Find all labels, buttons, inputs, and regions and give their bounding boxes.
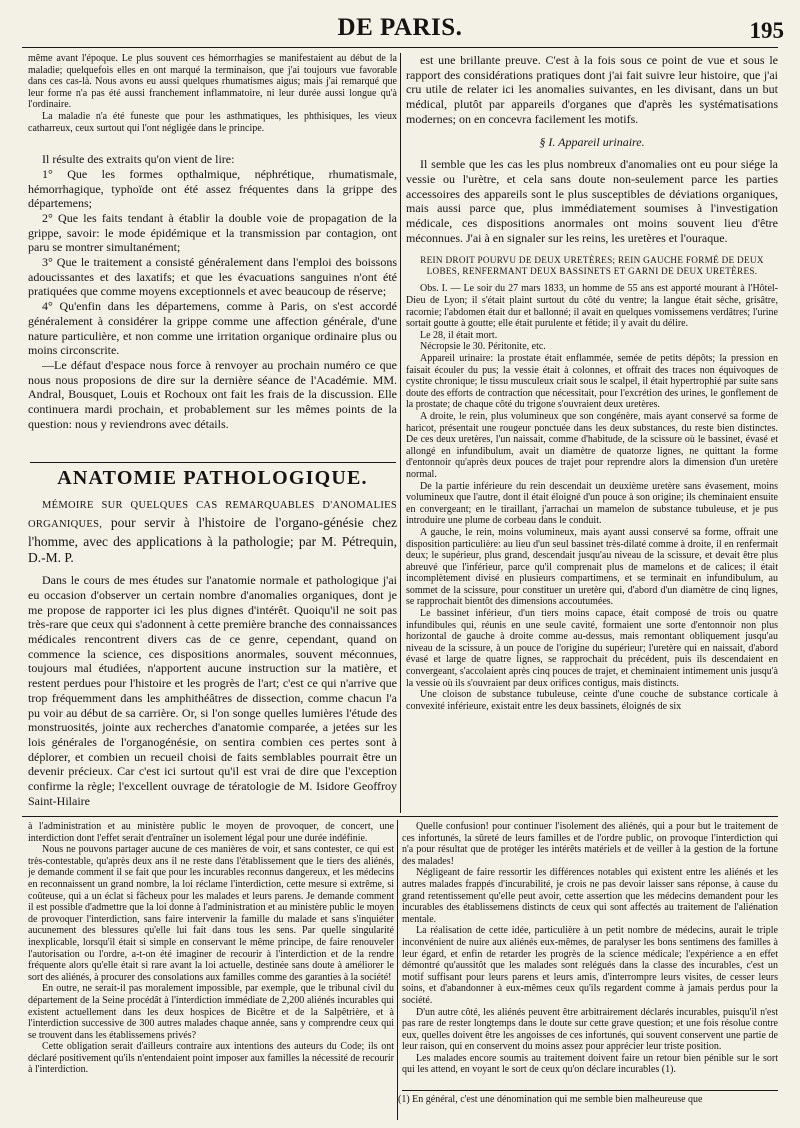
text-paragraph: Nous ne pouvons partager aucune de ces manières de voir, et sans contester, ce qui est très-contestable, qu'après deux ans il ne reste dans l'établissement que le tiers des aliénés, je demande comment il se fait que pour les incurables reconnus dangereux, et les médecins en reconnaissent un grand nombre, la loi réclame l'interdiction, cette mesure si extrême, si coûteuse, qui a un éclat si fâcheux pour les malades et leurs parens. Je demande comment il est possible d'admettre que la loi donne à l'administration et au ministère public le moyen de provoquer l'interdiction, sans faire intervenir la famille du malade et sans s'inquiéter aucunement des blessures qu'elle lui fait dans tous les sens. Par quelle singularité inexplicable, lorsqu'il était si simple en conservant le même principe, de faire renouveler l'autorisation ou l'ordre, a-t-on été imaginer de recourir à l'interdiction et de la rendre fréquente alors qu'elle était si rare avant la loi actuelle, destinée sans doute à améliorer le sort des aliénés, à procurer des consolations aux familles comme des garanties à la société! bbox=[28, 844, 394, 983]
feuilleton-rule bbox=[22, 816, 778, 817]
column-separator bbox=[400, 53, 401, 813]
right-upper-column bbox=[406, 53, 778, 815]
page-header bbox=[0, 8, 800, 48]
bottom-left-column bbox=[28, 821, 394, 1121]
text-paragraph: même avant l'époque. Le plus souvent ces hémorrhagies se manifestaient au début de la maladie; quelquefois elles en ont marqué la terminaison, que j'ai toujours vue favorable dans ces cas-là. Nous avons eu aussi quelques rhumatismes aigus; mais j'ai remarqué que leur forme n'a pas été aussi franchement inflammatoire, ni leur durée aussi longue qu'à l'ordinaire. bbox=[28, 53, 397, 111]
column-separator bbox=[397, 820, 398, 1120]
left-upper-column bbox=[28, 53, 397, 461]
memoir-title-caps: MÉMOIRE SUR QUELQUES CAS REMARQUABLES D'ANOMALIES ORGANIQUES, bbox=[28, 500, 397, 530]
footnote-rule bbox=[402, 1090, 778, 1091]
memoir-title-rest: pour servir à l'histoire de l'organo-génésie chez l'homme, avec des applications à la pathologie; par M. Pétrequin, D.-M. P. bbox=[28, 514, 397, 566]
text-paragraph: Le 28, il était mort. bbox=[420, 329, 498, 341]
subsection-heading: § I. Appareil urinaire. bbox=[539, 134, 645, 149]
observation-paragraph: Obs. I. — Le soir du 27 mars 1833, un homme de 55 ans est apporté mourant à l'Hôtel-Dieu de Lyon; il s'était plaint surtout du côté du ventre; la langue était sèche, grisâtre, racornie; l'abdomen était dur et ballonné; il avait en quelques vomissemens verdâtres; l'urine sortait goutte à goutte; elle était purulente et fétide; il y avait du délire. bbox=[406, 283, 778, 330]
text-paragraph: De la partie inférieure du rein descendait un deuxième uretère sans évasement, moins volumineux que l'autre, dont il était éloigné d'un pouce à son origine; ils cheminaient ensuite en convergeant; en le tiraillant, j'arrachai un mamelon de substance tubuleuse, et je pus introduire une plume de corbeau dans le conduit. bbox=[406, 480, 778, 527]
text-paragraph: Négligeant de faire ressortir les différences notables qui existent entre les aliénés et les autres malades frappés d'incurabilité, je crois ne pas devoir laisser sans réponse, à cause du grand retentissement qu'elle peut avoir, cette assertion que les médecins demandent pour les incurables des établissemens distincts de ceux qui sont affectés au traitement de l'aliénation mentale. bbox=[402, 867, 778, 925]
text-paragraph: D'un autre côté, les aliénés peuvent être arbitrairement déclarés incurables, puisqu'il n'est pas rare de rester longtemps dans le doute sur cette grave question; et une fois résolue contre eux, quelles doivent être les angoisses de ces infortunés, qui souvent conservent une partie de leur raison, qui en conservent du moins assez pour apprécier leur triste position. bbox=[402, 1006, 778, 1053]
bottom-right-column bbox=[402, 821, 778, 1089]
text-paragraph: Il résulte des extraits qu'on vient de lire: bbox=[42, 152, 235, 167]
text-paragraph: 4° Qu'enfin dans les départemens, comme à Paris, on s'est accordé généralement à considérer la grippe comme une affection générale, d'une nature particulière, et non comme une irritation organique ordinaire plus ou moins circonscrite. bbox=[28, 299, 397, 358]
text-paragraph: Quelle confusion! pour continuer l'isolement des aliénés, qui a pour but le traitement de ces infortunés, la sûreté de leurs familles et de l'ordre public, on provoque l'interdiction qui n'a pour résultat que de protéger les intérêts matériels et de veiller à la gestion de la fortune des malades! bbox=[402, 821, 778, 867]
section-rule bbox=[30, 462, 396, 463]
text-paragraph: En outre, ne serait-il pas moralement impossible, par exemple, que le tribunal civil du département de la Seine procédât à l'interdiction immédiate de 2,200 aliénés incurables qui existent actuellement dans les deux hospices de Bicêtre et de la Salpêtrière, et à l'interdiction successive de 300 autres malades chaque année, sans y comprendre ceux qui se trouvent dans les établissemens privés? bbox=[28, 983, 394, 1041]
page-number: 195 bbox=[749, 18, 784, 43]
text-paragraph: 2° Que les faits tendant à établir la double voie de propagation de la grippe, savoir: le mode épidémique et la transmission par contagion, ont paru se montrer simultanément; bbox=[28, 210, 397, 255]
text-paragraph: A droite, le rein, plus volumineux que son congénère, mais ayant conservé sa forme de haricot, présentait une rougeur ponctuée dans les deux substances, du reste bien distinctes. De ces deux uretères, l'un naissait, comme d'habitude, de la scissure où le bassinet, évasé et allongé en infundibulum, avait un diamètre de quatorze lignes, ne quittant la forme d'entonnoir qu'après deux pouces de trajet pour reprendre alors la dimension d'un uretère normal. bbox=[406, 410, 778, 480]
anatomy-section bbox=[28, 467, 397, 814]
text-paragraph: Dans le cours de mes études sur l'anatomie normale et pathologique j'ai eu occasion d'observer un certain nombre d'anomalies organiques, dont je me propose de rapporter ici les plus dignes d'intérêt. Quoiqu'il ne soit pas très-rare que ceux qui s'adonnent à cette première branche des connaissances médicales rencontrent divers cas de ce genre, cependant, quand on commence la science, ces dispositions anormales, souvent méconnues, toujours mal étudiées, n'apportent aucune instruction sur la matière, et restent perdues pour l'histoire et les progrès de l'art; c'est ce qui n'arrive que trop fréquemment dans les amphithéâtres de dissection, comme chacun l'a pu voir au début de sa carrière. Or, si l'on songe quelles lumières l'étude des monstruosités, jointe aux recherches d'anatomie comparée, a jetées sur les lois générales de l'organogénésie, on sentira combien ces pertes sont à déplorer, et combien un recueil choisi de faits semblables pourrait être un devenir précieux. Car c'est ici surtout qu'il est vrai de dire que l'exception confirme la règle; l'excellent ouvrage de tératologie de M. Isidore Geoffroy Saint-Hilaire bbox=[28, 573, 397, 808]
text-paragraph: Nécropsie le 30. Péritonite, etc. bbox=[420, 341, 546, 353]
text-paragraph: Le bassinet inférieur, d'un tiers moins capace, était composé de trois ou quatre infundibules qui, réunis en une seule cavité, formaient une sorte d'entonnoir non plus horizontal de gauche à droite comme au-dessus, mais remontant obliquement jusqu'au niveau de la scissure, à un pouce de l'origine du supérieur; l'uretère qui en naissait, d'abord évasé et large de quatre lignes, se rapprochait du précédent, puis ils descendaient en convergeant, s'accolaient après cinq pouces de trajet, et cheminaient intimement unis jusqu'à la vessie où ils s'ouvraient par deux orifices contigus, mais distincts. bbox=[406, 608, 778, 689]
text-paragraph: Les malades encore soumis au traitement doivent faire un retour bien pénible sur le sort qui les attend, en voyant le sort de ceux qu'on déclare incurables (1). bbox=[402, 1052, 778, 1076]
text-paragraph: 1° Que les formes opthalmique, néphrétique, rhumatismale, hémorrhagique, typhoïde ont été assez fréquentes dans la grippe des départemens; bbox=[28, 166, 397, 211]
text-paragraph: est une brillante preuve. C'est à la fois sous ce point de vue et sous le rapport des considérations pratiques dont j'ai fait suivre leur histoire, que j'ai cru utile de relater ici les anomalies suivantes, en les divisant, dans un but médical, plutôt par appareils d'organes que d'après les systématisations modernes; on en concevra facilement les motifs. bbox=[406, 53, 778, 126]
text-paragraph: Il semble que les cas les plus nombreux d'anomalies ont eu pour siége la vessie ou l'urètre, et cela sans doute non-seulement parce les parties accessoires des appareils sont le plus susceptibles de déviations organiques, mais aussi parce que, plus immédiatement soumises à l'investigation médicale, ces dispositions anormales ont moins souvent lieu d'être méconnues. J'ai à en signaler sur les reins, les uretères et l'ouraque. bbox=[406, 157, 778, 245]
text-paragraph: A gauche, le rein, moins volumineux, mais ayant aussi conservé sa forme, offrait une disposition particulière: au lieu d'un seul bassinet très-dilaté comme à droite, il en renfermait deux; le supérieur, plus grand, descendait jusqu'au niveau de la scissure, et devait être plus abreuvé que l'inférieur, parce qu'il comprenait plus de mamelons et de calices; il était incomplètement divisé en plusieurs compartimens, et se terminait en infundibulum, au sommet de la scissure, pour constituer un uretère qui, d'abord d'un diamètre de cinq lignes, se rapprochait bientôt des dimensions accoutumées. bbox=[406, 526, 778, 608]
memoir-title bbox=[28, 496, 397, 567]
text-paragraph: La maladie n'a été funeste que pour les asthmatiques, les phthisiques, les vieux catharreux, ceux surtout qui l'ont négligée dans le principe. bbox=[28, 110, 397, 134]
case-heading: REIN DROIT POURVU DE DEUX URETÈRES; REIN GAUCHE FORMÉ DE DEUX LOBES, RENFERMANT DEUX BASSINETS ET GARNI DE DEUX URETÈRES. bbox=[420, 255, 764, 277]
text-paragraph: —Le défaut d'espace nous force à renvoyer au prochain numéro ce que nous nous proposions de dire sur la dernière séance de l'Académie. MM. Andral, Bousquet, Louis et Rochoux ont fait les frais de la discussion. Elle continuera mardi prochain, et probablement sur les mêmes points de la question: nous y reviendrons avec détails. bbox=[28, 358, 397, 431]
header-rule bbox=[22, 47, 778, 48]
text-paragraph: Appareil urinaire: la prostate était enflammée, semée de petits dépôts; la pression en faisait écouler du pus; la vessie était à colonnes, et offrait des traces non équivoques de cystite chronique; le tissu musculeux criait sous le scalpel, il était hypertrophié par suite sans doute des efforts de contraction que nécessitait, pour l'excrétion des urines, le gonflement de la prostate; de chaque côté du trigone s'ouvraient deux uretères. bbox=[406, 353, 778, 411]
text-paragraph: Une cloison de substance tubuleuse, ceinte d'une couche de substance corticale à convexité inférieure, existait entre les deux bassinets, éloignés de six bbox=[406, 689, 778, 712]
text-paragraph: à l'administration et au ministère public le moyen de provoquer, de concert, une interdiction dont l'effet serait d'entraîner un isolement légal pour une durée indéfinie. bbox=[28, 821, 394, 844]
section-title: ANATOMIE PATHOLOGIQUE. bbox=[57, 467, 368, 489]
running-title: DE PARIS. bbox=[337, 14, 463, 41]
footnote: (1) En général, c'est une dénomination qui me semble bien malheureuse que bbox=[398, 1094, 703, 1105]
text-paragraph: La réalisation de cette idée, particulière à un petit nombre de médecins, aurait le triple inconvénient de nuire aux aliénés eux-mêmes, de paralyser les bons sentimens des familles à leur égard, et enfin de retarder les progrès de la science médicale; l'expérience a en effet démontré qu'aussitôt que les malades sont relégués dans la classe des incurables, c'est un motif suffisant pour leurs parens et leurs amis, d'interrompre leurs visites, de cesser leurs soins, et d'abandonner à eux-mêmes ceux qu'ils regardent comme à jamais perdus pour la société. bbox=[402, 925, 778, 1006]
text-paragraph: 3° Que le traitement a consisté généralement dans l'emploi des boissons adoucissantes et des laxatifs; et que les évacuations sanguines n'ont été pratiquées que comme moyens exceptionnels et avec beaucoup de réserve; bbox=[28, 255, 397, 299]
text-paragraph: Cette obligation serait d'ailleurs contraire aux intentions des auteurs du Code; ils ont déclaré positivement qu'ils n'entendaient point imposer aux familles la nécessité de recourir à l'interdiction. bbox=[28, 1041, 394, 1076]
